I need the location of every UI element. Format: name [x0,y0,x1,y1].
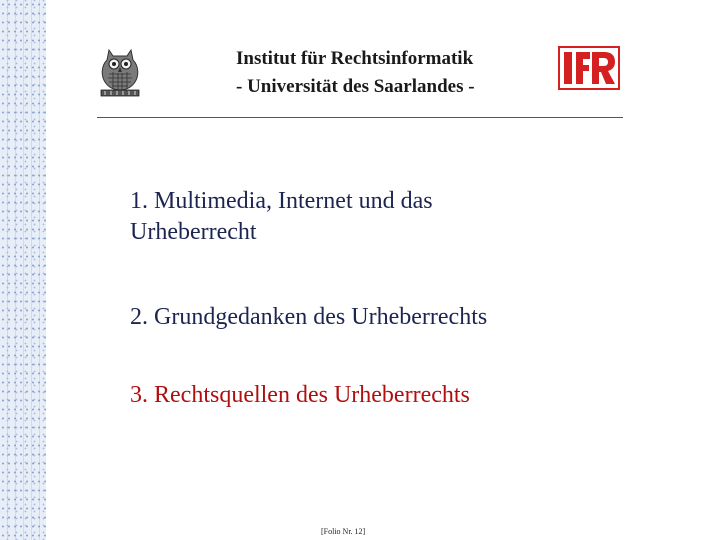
folio-number: [Folio Nr. 12] [321,527,366,536]
university-subtitle: - Universität des Saarlandes - [236,76,475,97]
toc-item-2 [130,302,630,333]
toc-item-3-line-1: 3. Rechtsquellen des Urheberrechts [130,382,470,408]
toc-item-1 [130,186,630,248]
ifr-logo-icon [558,46,620,90]
decorative-side-strip [0,0,46,540]
institute-title: Institut für Rechtsinformatik [236,48,474,69]
toc-item-1-line-1: 1. Multimedia, Internet und das [130,188,433,214]
owl-seal-icon [97,46,143,98]
header-divider [97,117,623,118]
toc-item-2-line-1: 2. Grundgedanken des Urheberrechts [130,304,488,330]
toc-item-3-active [130,380,630,411]
toc-item-1-line-2: Urheberrecht [130,219,257,245]
